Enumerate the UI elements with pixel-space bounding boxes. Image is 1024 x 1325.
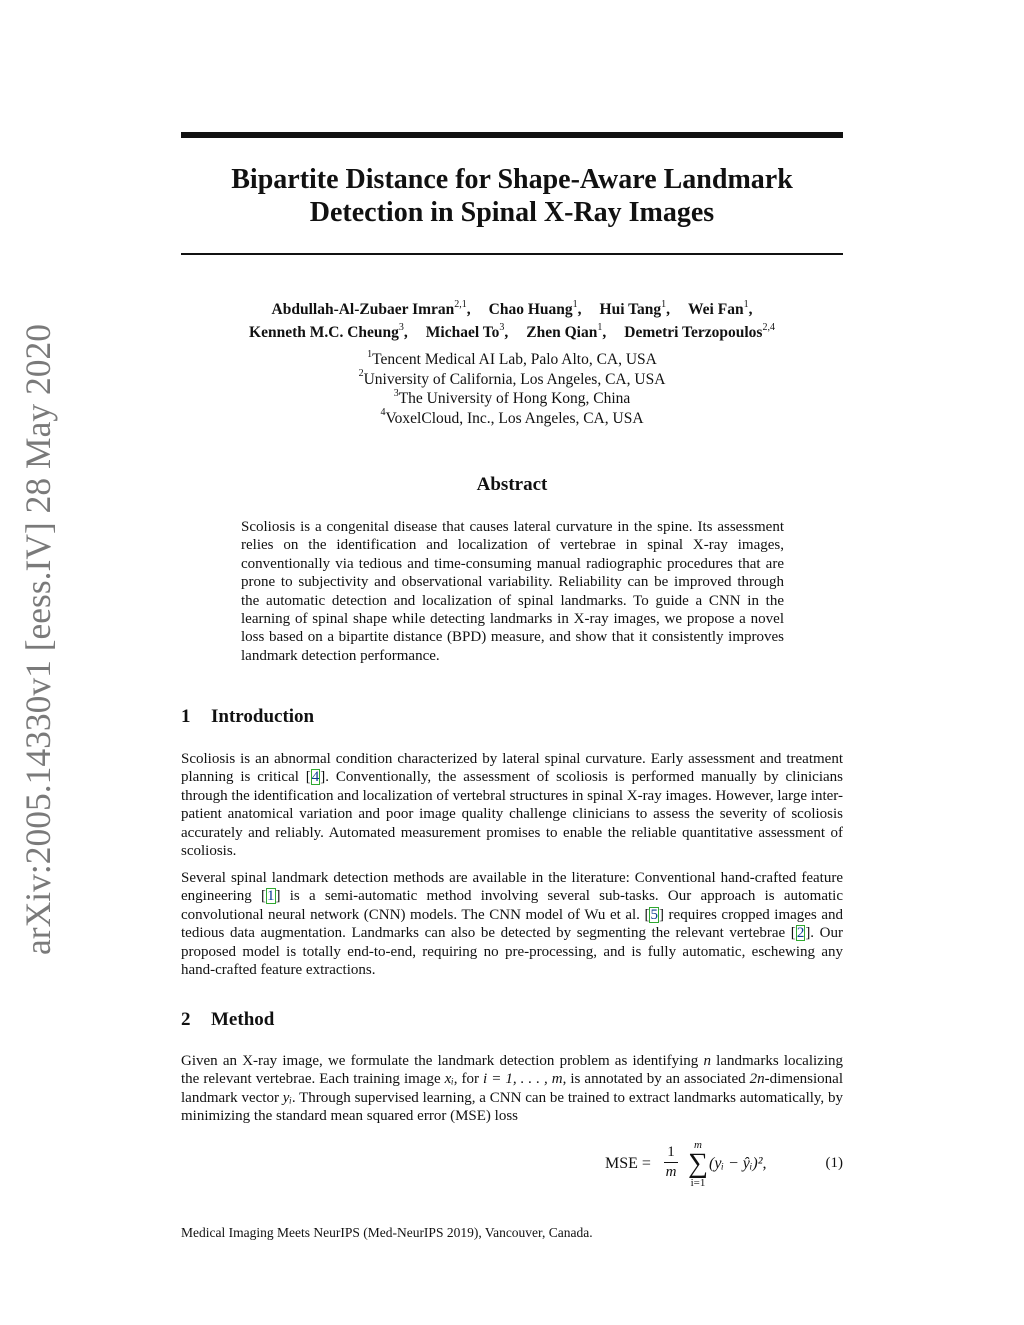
affiliation: $^4$VoxelCloud, Inc., Los Angeles, CA, USA bbox=[380, 407, 644, 427]
summation-symbol: m ∑ i=1 bbox=[688, 1139, 708, 1189]
citation-link[interactable]: 5 bbox=[650, 906, 658, 923]
author: Chao Huang$^1$, bbox=[488, 298, 582, 318]
citation-link[interactable]: 2 bbox=[796, 925, 805, 942]
citation-link[interactable]: 1 bbox=[267, 888, 275, 905]
section-heading-method: 2 Method bbox=[181, 1009, 275, 1030]
author: Kenneth M.C. Cheung$^3$, bbox=[249, 321, 408, 341]
paper-title bbox=[181, 163, 843, 229]
method-paragraph-1: Given an X-ray image, we formulate the landmark detection problem as identifying n landmarks localizing the relevant vertebrae. Each training image xᵢ, for i = 1, . . . , m, is annotated by an associated 2n-dimensional landmark vector yᵢ. Through supervised learning, a CNN can be trained to extract landmarks automatically, by minimizing the standard mean squared error (MSE) loss bbox=[181, 1053, 844, 1125]
venue-footnote: Medical Imaging Meets NeurIPS (Med-NeurIPS 2019), Vancouver, Canada. bbox=[181, 1225, 593, 1240]
affiliation: $^1$Tencent Medical AI Lab, Palo Alto, CA, USA bbox=[367, 348, 657, 368]
arxiv-identifier: arXiv:2005.14330v1 [eess.IV] 28 May 2020 bbox=[18, 323, 58, 955]
equation-fraction: 1 m bbox=[665, 1144, 677, 1180]
title-top-rule bbox=[181, 132, 843, 138]
abstract-text: Scoliosis is a congenital disease that causes lateral curvature in the spine. Its assessment relies on the identification and localization of vertebrae in spinal X-ray images, conventionally via tedious and time-consuming manual radiographic procedures that are prone to subjectivity and observational variability. Reliability can be improved through the automatic detection and localization of spinal landmarks. To guide a CNN in the learning of spinal shape while detecting landmarks in X-ray images, we propose a novel loss based on a bipartite distance (BPD) measure, and show that it consistently improves landmark detection performance. bbox=[241, 519, 784, 664]
abstract-heading: Abstract bbox=[476, 474, 548, 495]
citation-link[interactable]: 4 bbox=[311, 769, 320, 786]
affiliation-list bbox=[181, 350, 843, 428]
author-list bbox=[181, 298, 843, 344]
title-line-2: Detection in Spinal X-Ray Images bbox=[309, 197, 715, 228]
author: Hui Tang$^1$, bbox=[599, 298, 671, 318]
affiliation: $^3$The University of Hong Kong, China bbox=[393, 387, 631, 407]
author: Wei Fan$^1$, bbox=[688, 298, 753, 318]
author: Abdullah-Al-Zubaer Imran$^{2,1}$, bbox=[271, 298, 471, 318]
mse-equation bbox=[181, 1140, 843, 1196]
equation-number: (1) bbox=[825, 1155, 843, 1171]
intro-paragraph-2: Several spinal landmark detection methods are available in the literature: Conventional hand-crafted feature engineering [1] is a semi-automatic method involving several sub-tasks. Our approach is automatic convolutional neural network (CNN) models. The CNN model of Wu et al. [5] requires cropped images and tedious data augmentation. Landmarks can also be detected by segmenting the relevant vertebrae [2]. Our proposed model is totally end-to-end, requiring no pre-processing, and is fully automatic, eschewing any hand-crafted feature extractions. bbox=[181, 870, 843, 979]
author: Michael To$^3$, bbox=[425, 321, 509, 341]
title-line-1: Bipartite Distance for Shape-Aware Landmark bbox=[231, 164, 793, 195]
affiliation: $^2$University of California, Los Angeles, CA, USA bbox=[358, 368, 666, 388]
equation-rhs: (yᵢ − ŷᵢ)², bbox=[709, 1155, 767, 1172]
author: Demetri Terzopoulos$^{2,4}$ bbox=[624, 321, 775, 341]
section-heading-introduction: 1 Introduction bbox=[181, 706, 315, 727]
author: Zhen Qian$^1$, bbox=[526, 321, 607, 341]
title-bottom-rule bbox=[181, 253, 843, 255]
intro-paragraph-1: Scoliosis is an abnormal condition characterized by lateral spinal curvature. Early assessment and treatment planning is critical [4]. Conventionally, the assessment of scoliosis is performed manually by clinicians through the identification and localization of vertebral structures in spinal X-ray images. However, large inter-patient anatomical variation and poor image quality challenge clinicians to assess the severity of scoliosis accurately and reliably. Automated measurement promises to enable the reliable quantitative assessment of scoliosis. bbox=[181, 751, 844, 860]
equation-lhs: MSE = bbox=[605, 1155, 651, 1172]
